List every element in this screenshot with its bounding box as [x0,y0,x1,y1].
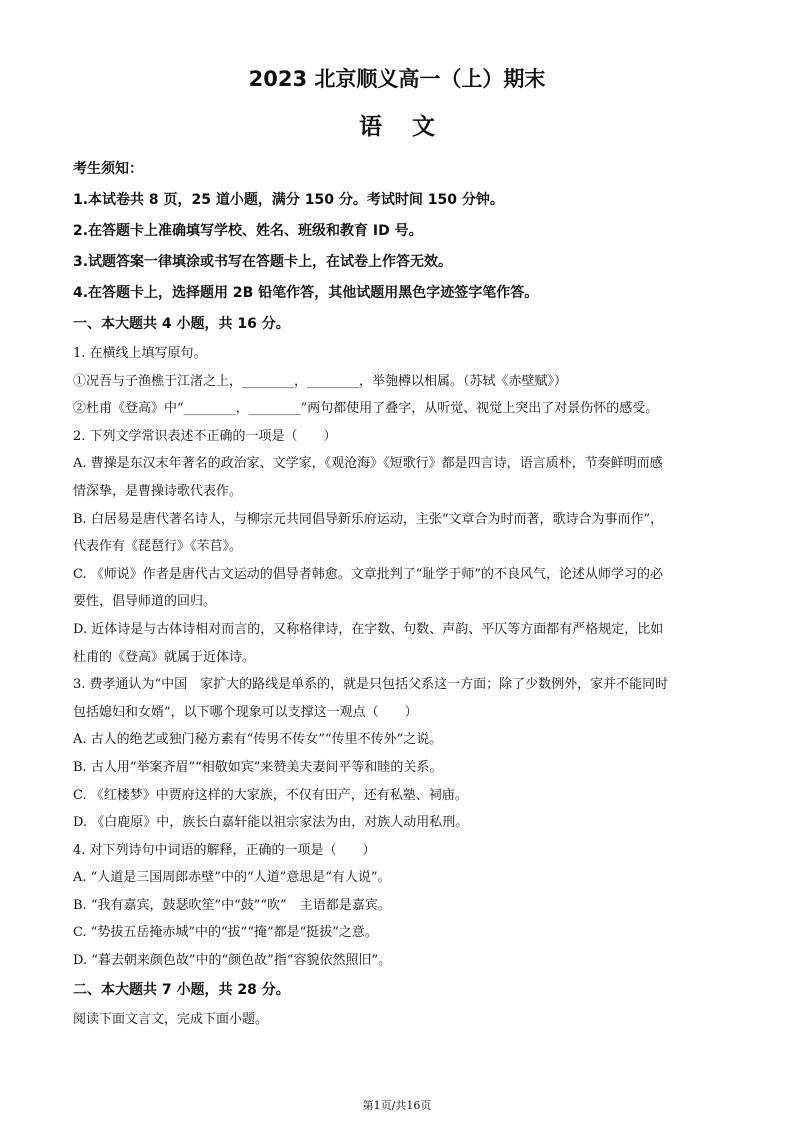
subject-title: 语文 [359,114,465,140]
question-line: A. 古人的绝艺或独门秘方素有“传男不传女”“传里不传外”之说。 [73,732,443,748]
notice-item: 3.试题答案一律填涂或书写在答题卡上，在试卷上作答无效。 [73,254,453,270]
question-line: A. “人道是三国周郎赤壁”中的“人道”意思是“有人说”。 [73,870,391,886]
question-line: B. 古人用“举案齐眉”“相敬如宾”来赞美夫妻间平等和睦的关系。 [73,759,443,775]
notice-item: 4.在答题卡上，选择题用 2B 铅笔作答，其他试题用黑色字迹签字笔作答。 [73,285,539,301]
section-heading: 一、本大题共 4 小题，共 16 分。 [73,316,290,332]
question-line: 1. 在横线上填写原句。 [73,346,207,361]
question-line: C. 《师说》作者是唐代古文运动的倡导者韩愈。文章批判了“耻学于师”的不良风气，论述从师学习的必 [73,566,664,582]
question-line: 要性，倡导师道的回归。 [73,594,217,610]
question-line: 代表作有《琵琶行》《芣苢》。 [73,539,243,555]
question-line: D. 《白鹿原》中，族长白嘉轩能以祖宗家法为由，对族人动用私刑。 [73,815,469,831]
question-line: 阅读下面文言文，完成下面小题。 [73,1011,269,1027]
question-line: 2. 下列文学常识表述不正确的一项是（ ） [73,428,337,444]
question-line: 包括媳妇和女婿”，以下哪个现象可以支撑这一观点（ ） [73,704,418,720]
question-line: C. “势拔五岳掩赤城”中的“拔”“掩”都是“挺拔”之意。 [73,925,378,941]
question-line: A. 曹操是东汉末年著名的政治家、文学家，《观沧海》《短歌行》都是四言诗，语言质朴，节奏鲜明而感 [73,456,663,472]
question-line: 4. 对下列诗句中词语的解释，正确的一项是（ ） [73,842,376,858]
question-line: 3. 费孝通认为“中国 家扩大的路线是单系的，就是只包括父系这一方面；除了少数例外，家并不能同时 [73,677,669,693]
page-number: 第1页/共16页 [362,1099,432,1112]
notice-item: 1.本试卷共 8 页，25 道小题，满分 150 分。考试时间 150 分钟。 [73,192,504,208]
question-line: 杜甫的《登高》就属于近体诗。 [73,649,256,665]
question-line: ②杜甫《登高》中“________，________”两句都使用了叠字，从听觉、视觉上突出了对景伤怀的感受。 [73,401,659,417]
question-line: D. 近体诗是与古体诗相对而言的，又称格律诗，在字数、句数、声韵、平仄等方面都有严格规定，比如 [73,621,664,637]
question-line: B. “我有嘉宾，鼓瑟吹笙”中“鼓”“吹” 主语都是嘉宾。 [73,897,391,913]
exam-content [73,154,723,1033]
question-line: C. 《红楼梦》中贾府这样的大家族，不仅有田产，还有私塾、祠庙。 [73,787,468,803]
question-line: ①况吾与子渔樵于江渚之上，________，________，举匏樽以相属。（苏轼《赤壁赋》） [73,373,568,389]
section-heading: 二、本大题共 7 小题，共 28 分。 [73,981,290,998]
question-line: D. “暮去朝来颜色故”中的“颜色故”指“容貌依然照旧”。 [73,953,392,969]
exam-title: 2023 北京顺义高一（上）期末 [248,67,546,91]
question-line: B. 白居易是唐代著名诗人，与柳宗元共同倡导新乐府运动，主张“文章合为时而著，歌诗合为事而作”， [73,511,664,527]
question-line: 情深挚，是曹操诗歌代表作。 [73,483,243,499]
notice-item: 2.在答题卡上准确填写学校、姓名、班级和教育 ID 号。 [73,223,423,239]
notice-heading: 考生须知： [73,161,143,177]
